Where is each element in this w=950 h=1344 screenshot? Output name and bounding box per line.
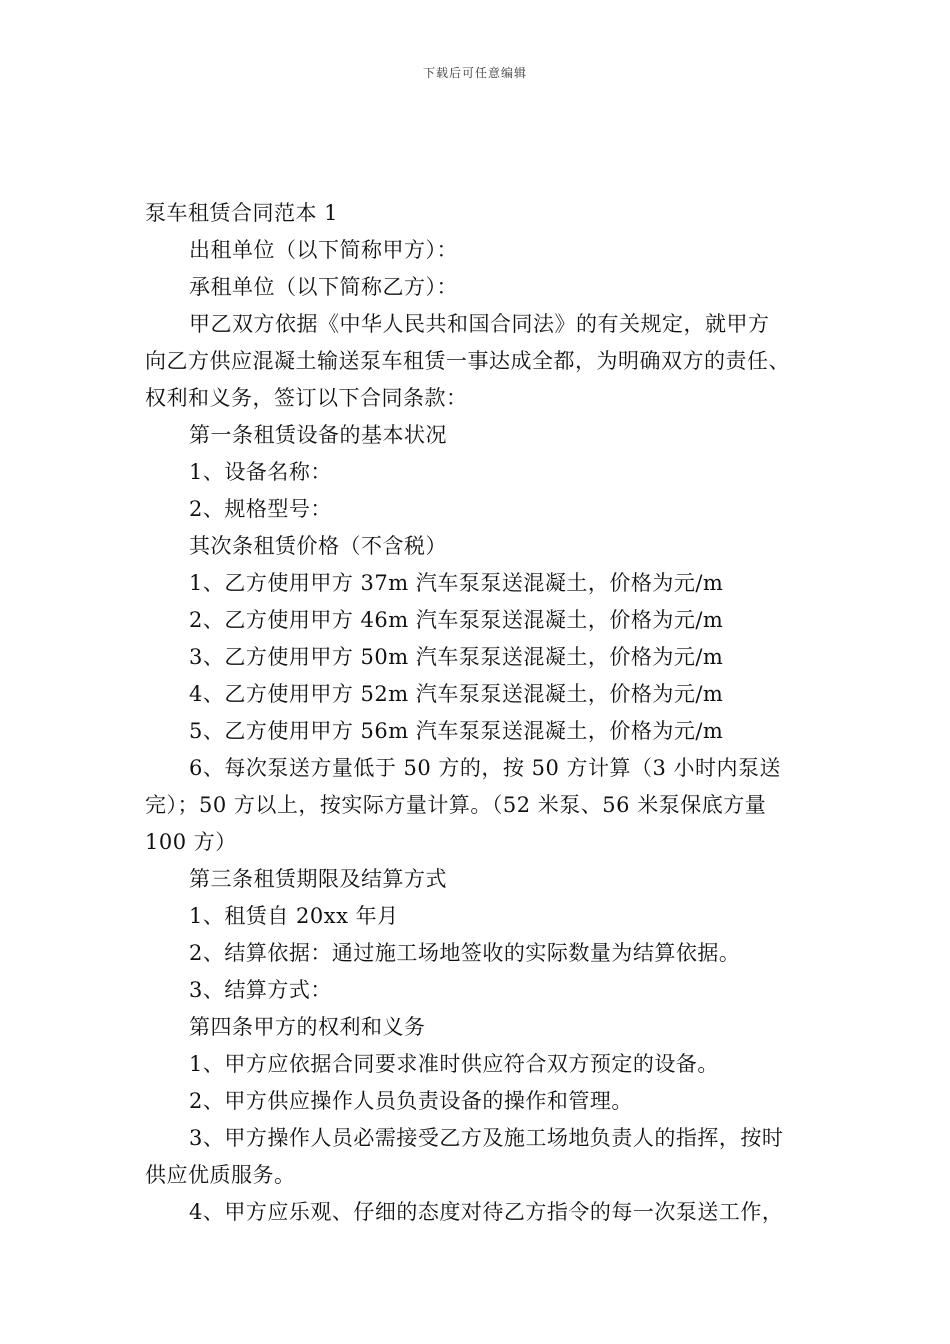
- document-body: [145, 195, 825, 1231]
- section-heading: 第四条甲方的权利和义务: [189, 1015, 426, 1039]
- paragraph-line: 甲乙双方依据《中华人民共和国合同法》的有关规定，就甲方: [189, 312, 770, 336]
- list-item: 3、甲方操作人员必需接受乙方及施工场地负责人的指挥，按时: [189, 1126, 784, 1150]
- page-header: 下载后可任意编辑: [422, 66, 527, 80]
- paragraph-line: 向乙方供应混凝土输送泵车租赁一事达成全都，为明确双方的责任、: [145, 349, 790, 373]
- list-item: 3、结算方式：: [189, 978, 332, 1002]
- paragraph-line: 供应优质服务。: [145, 1163, 296, 1187]
- paragraph-line: 承租单位（以下简称乙方）：: [189, 275, 458, 299]
- list-item: 3、乙方使用甲方 50m 汽车泵泵送混凝土，价格为元/m: [189, 645, 724, 669]
- paragraph-line: 完）；50 方以上，按实际方量计算。（52 米泵、56 米泵保底方量: [145, 793, 767, 817]
- document-title: 泵车租赁合同范本 1: [145, 201, 339, 225]
- list-item: 1、甲方应依据合同要求准时供应符合双方预定的设备。: [189, 1052, 719, 1076]
- list-item: 1、设备名称：: [189, 460, 332, 484]
- list-item: 2、结算依据：通过施工场地签收的实际数量为结算依据。: [189, 941, 741, 965]
- list-item: 5、乙方使用甲方 56m 汽车泵泵送混凝土，价格为元/m: [189, 719, 724, 743]
- list-item: 1、乙方使用甲方 37m 汽车泵泵送混凝土，价格为元/m: [189, 571, 724, 595]
- list-item: 4、甲方应乐观、仔细的态度对待乙方指令的每一次泵送工作，: [189, 1200, 784, 1224]
- section-heading: 其次条租赁价格（不含税）: [189, 534, 447, 558]
- list-item: 2、甲方供应操作人员负责设备的操作和管理。: [189, 1089, 633, 1113]
- section-heading: 第三条租赁期限及结算方式: [189, 867, 447, 891]
- paragraph-line: 出租单位（以下简称甲方）：: [189, 238, 458, 262]
- paragraph-line: 100 方）: [145, 830, 237, 854]
- section-heading: 第一条租赁设备的基本状况: [189, 423, 447, 447]
- list-item: 6、每次泵送方量低于 50 方的，按 50 方计算（3 小时内泵送: [189, 756, 782, 780]
- list-item: 2、规格型号：: [189, 497, 332, 521]
- list-item: 4、乙方使用甲方 52m 汽车泵泵送混凝土，价格为元/m: [189, 682, 724, 706]
- list-item: 1、租赁自 20xx 年月: [189, 904, 399, 928]
- paragraph-line: 权利和义务，签订以下合同条款：: [145, 386, 468, 410]
- list-item: 2、乙方使用甲方 46m 汽车泵泵送混凝土，价格为元/m: [189, 608, 724, 632]
